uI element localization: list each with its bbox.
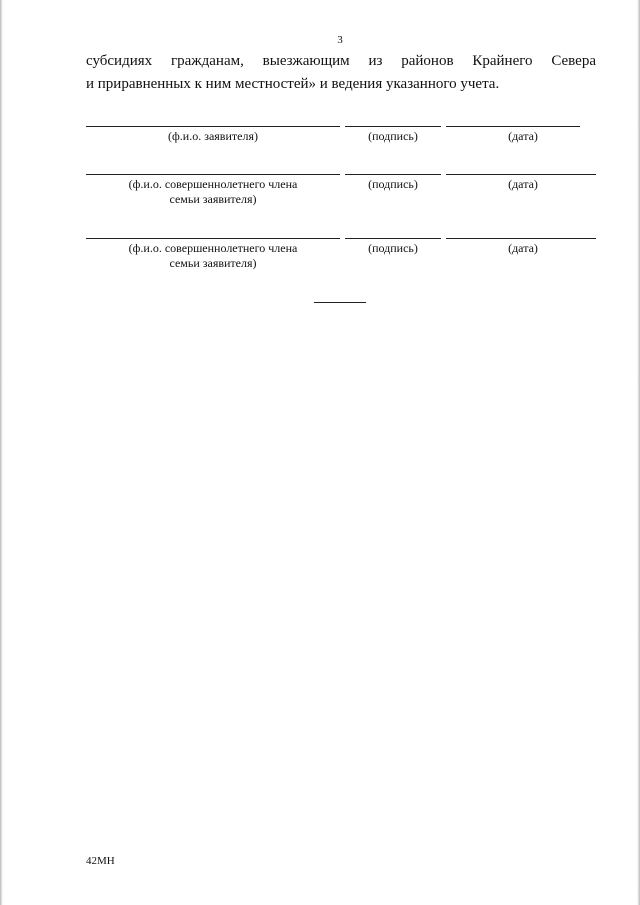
name-caption: (ф.и.о. совершеннолетнего члена семьи заявителя) bbox=[128, 241, 298, 270]
name-line bbox=[86, 238, 340, 239]
date-line bbox=[446, 174, 596, 175]
name-caption: (ф.и.о. заявителя) bbox=[168, 129, 258, 143]
signature-caption: (подпись) bbox=[368, 241, 418, 255]
signature-caption: (подпись) bbox=[368, 129, 418, 143]
page-number: 3 bbox=[337, 34, 343, 46]
date-caption: (дата) bbox=[508, 177, 538, 191]
end-of-document-rule bbox=[314, 302, 366, 303]
date-caption: (дата) bbox=[508, 129, 538, 143]
date-caption: (дата) bbox=[508, 241, 538, 255]
paragraph-line-1: субсидиях гражданам, выезжающим из районов Крайнего Севера bbox=[86, 53, 596, 69]
document-code: 42МН bbox=[86, 855, 115, 867]
signature-line bbox=[345, 238, 441, 239]
name-caption: (ф.и.о. совершеннолетнего члена семьи заявителя) bbox=[128, 177, 298, 206]
paragraph bbox=[86, 50, 596, 96]
signature-line bbox=[345, 174, 441, 175]
name-line bbox=[86, 174, 340, 175]
name-line bbox=[86, 126, 340, 127]
scan-edge-left bbox=[0, 0, 3, 905]
signature-caption: (подпись) bbox=[368, 177, 418, 191]
paragraph-line-2: и приравненных к ним местностей» и ведения указанного учета. bbox=[86, 76, 500, 92]
signature-line bbox=[345, 126, 441, 127]
date-line bbox=[446, 126, 580, 127]
date-line bbox=[446, 238, 596, 239]
